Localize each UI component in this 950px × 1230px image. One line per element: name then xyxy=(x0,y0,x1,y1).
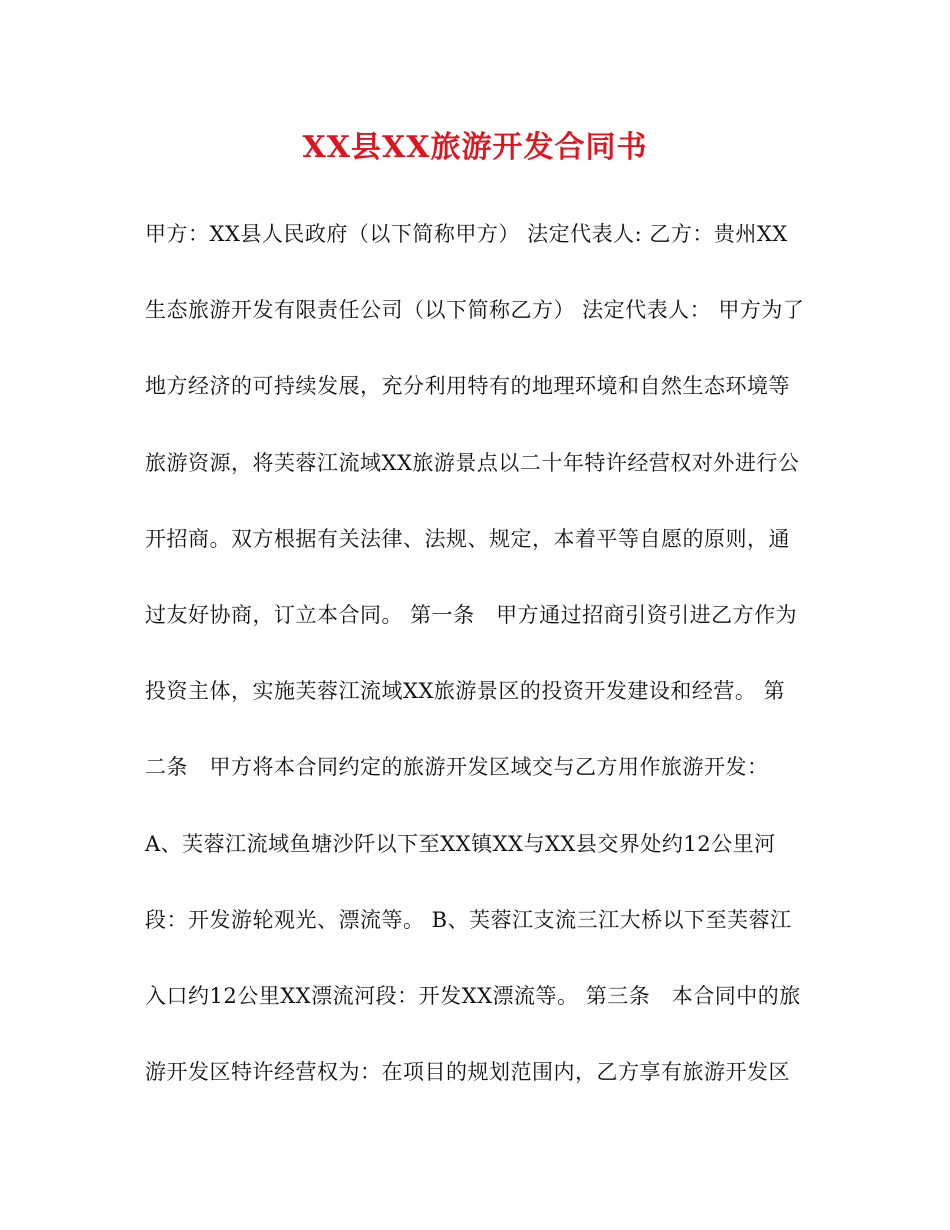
document-title: XX县XX旅游开发合同书 xyxy=(302,130,648,165)
body-line-4: 旅游资源，将芙蓉江流域XX旅游景点以二十年特许经营权对外进行公 xyxy=(145,450,800,475)
body-line-2: 生态旅游开发有限责任公司（以下简称乙方） 法定代表人： 甲方为了 xyxy=(145,298,805,323)
body-line-3: 地方经济的可持续发展，充分利用特有的地理环境和自然生态环境等 xyxy=(145,374,790,399)
body-line-11: 入口约12公里XX漂流河段：开发XX漂流等。 第三条 本合同中的旅 xyxy=(145,983,801,1008)
body-line-7: 投资主体，实施芙蓉江流域XX旅游景区的投资开发建设和经营。 第 xyxy=(145,679,786,704)
body-line-12: 游开发区特许经营权为：在项目的规划范围内，乙方享有旅游开发区 xyxy=(145,1060,790,1085)
document-body xyxy=(145,217,815,1131)
body-line-9: A、芙蓉江流域鱼塘沙阡以下至XX镇XX与XX县交界处约12公里河 xyxy=(145,831,776,856)
body-line-6: 过友好协商，订立本合同。 第一条 甲方通过招商引资引进乙方作为 xyxy=(145,602,798,627)
body-line-5: 开招商。双方根据有关法律、法规、规定，本着平等自愿的原则，通 xyxy=(145,526,790,551)
body-line-1: 甲方：XX县人民政府（以下简称甲方） 法定代表人: 乙方：贵州XX xyxy=(145,222,788,246)
body-line-10: 段：开发游轮观光、漂流等。 B、芙蓉江支流三江大桥以下至芙蓉江 xyxy=(145,907,792,932)
body-line-8: 二条 甲方将本合同约定的旅游开发区域交与乙方用作旅游开发： xyxy=(145,755,769,780)
